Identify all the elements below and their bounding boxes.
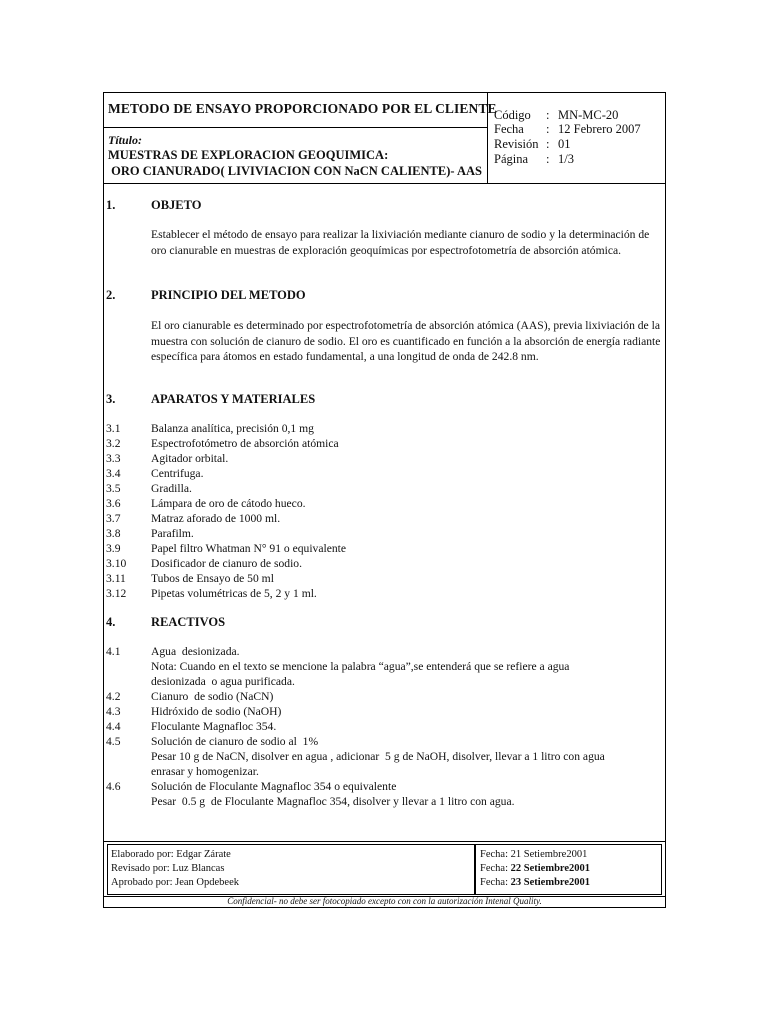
header-divider-bottom — [103, 183, 666, 184]
list-item: Tubos de Ensayo de 50 ml — [151, 572, 274, 585]
list-item: Cianuro de sodio (NaCN) — [151, 690, 274, 703]
footer-aprobado: Aprobado por: Jean Opdebeek — [111, 877, 239, 888]
list-item-number: 3.11 — [106, 572, 126, 585]
section-4-number: 4. — [106, 615, 116, 629]
list-item: Gradilla. — [151, 482, 192, 495]
list-item: Solución de cianuro de sodio al 1% — [151, 735, 319, 748]
list-item: Agua desionizada. — [151, 645, 240, 658]
footer-elaborado: Elaborado por: Edgar Zárate — [111, 849, 231, 860]
list-item-number: 3.2 — [106, 437, 121, 450]
section-1-number: 1. — [106, 198, 116, 212]
footer-divider — [103, 841, 666, 842]
list-item-note: desionizada o agua purificada. — [151, 675, 295, 688]
list-item-detail: Pesar 0.5 g de Floculante Magnafloc 354, disolver y llevar a 1 litro con agua. — [151, 795, 515, 808]
document-subtitle-line-2: ORO CIANURADO( LIVIVIACION CON NaCN CALIENTE)- AAS — [108, 164, 482, 178]
section-3-number: 3. — [106, 392, 116, 406]
header-divider-middle — [103, 127, 488, 128]
section-4-title: REACTIVOS — [151, 615, 226, 629]
section-3-title: APARATOS Y MATERIALES — [151, 392, 316, 406]
list-item-number: 3.1 — [106, 422, 121, 435]
list-item: Centrifuga. — [151, 467, 204, 480]
list-item-note: Nota: Cuando en el texto se mencione la palabra “agua”,se entenderá que se refiere a agua — [151, 660, 570, 673]
list-item: Pipetas volumétricas de 5, 2 y 1 ml. — [151, 587, 317, 600]
list-item-number: 3.7 — [106, 512, 121, 525]
confidential-notice: Confidencial- no debe ser fotocopiado excepto con con la autorización Intenal Quality. — [227, 896, 542, 906]
footer-date-2: Fecha: 22 Setiembre2001 — [480, 863, 591, 874]
list-item-number: 3.8 — [106, 527, 121, 540]
section-1-text: Establecer el método de ensayo para realizar la lixiviación mediante cianuro de sodio y la determinación de oro cianurable en muestras de exploración geoquímicas por espectrofotometría de absorción atómica. — [151, 228, 650, 257]
document-header-title: METODO DE ENSAYO PROPORCIONADO POR EL CLIENTE — [108, 101, 497, 116]
list-item-number: 4.1 — [106, 645, 121, 658]
list-item: Solución de Floculante Magnafloc 354 o equivalente — [151, 780, 397, 793]
list-item-number: 4.4 — [106, 720, 121, 733]
list-item: Balanza analítica, precisión 0,1 mg — [151, 422, 314, 435]
footer-revisado: Revisado por: Luz Blancas — [111, 863, 225, 874]
list-item-number: 4.3 — [106, 705, 121, 718]
list-item: Agitador orbital. — [151, 452, 229, 465]
list-item-number: 3.3 — [106, 452, 121, 465]
list-item-number: 3.9 — [106, 542, 121, 555]
list-item-number: 3.4 — [106, 467, 121, 480]
list-item: Hidróxido de sodio (NaOH) — [151, 705, 282, 718]
list-item: Dosificador de cianuro de sodio. — [151, 557, 302, 570]
list-item: Floculante Magnafloc 354. — [151, 720, 277, 733]
list-item-number: 3.10 — [106, 557, 127, 570]
list-item: Espectrofotómetro de absorción atómica — [151, 437, 339, 450]
list-item-detail: Pesar 10 g de NaCN, disolver en agua , adicionar 5 g de NaOH, disolver, llevar a 1 litro con agua — [151, 750, 605, 763]
list-item: Parafilm. — [151, 527, 194, 540]
section-2-text: El oro cianurable es determinado por espectrofotometría de absorción atómica (AAS), previa lixiviación de la muestra con solución de cianuro de sodio. El oro es cuantificado en función a la absorción de energía radiante específica para átomos en estado fundamental, a una longitud de onda de 242.8 nm. — [151, 319, 661, 363]
section-2-title: PRINCIPIO DEL METODO — [151, 288, 306, 302]
meta-revision: Revisión : 01 — [494, 137, 571, 151]
section-2-number: 2. — [106, 288, 116, 302]
meta-pagina: Página : 1/3 — [494, 152, 574, 166]
list-item-detail: enrasar y homogenizar. — [151, 765, 259, 778]
list-item: Papel filtro Whatman N° 91 o equivalente — [151, 542, 347, 555]
section-1-title: OBJETO — [151, 198, 202, 212]
list-item-number: 3.12 — [106, 587, 127, 600]
footer-date-1: Fecha: 21 Setiembre2001 — [480, 849, 588, 860]
list-item-number: 4.2 — [106, 690, 121, 703]
list-item-number: 3.6 — [106, 497, 121, 510]
document-subtitle-line-1: MUESTRAS DE EXPLORACION GEOQUIMICA: — [108, 148, 389, 162]
list-item-number: 4.5 — [106, 735, 121, 748]
list-item-number: 4.6 — [106, 780, 121, 793]
list-item-number: 3.5 — [106, 482, 121, 495]
title-label: Título: — [108, 133, 143, 147]
list-item: Lámpara de oro de cátodo hueco. — [151, 497, 306, 510]
meta-fecha: Fecha : 12 Febrero 2007 — [494, 122, 641, 136]
footer-date-3: Fecha: 23 Setiembre2001 — [480, 877, 591, 888]
list-item: Matraz aforado de 1000 ml. — [151, 512, 281, 525]
meta-codigo: Código : MN-MC-20 — [494, 108, 619, 122]
